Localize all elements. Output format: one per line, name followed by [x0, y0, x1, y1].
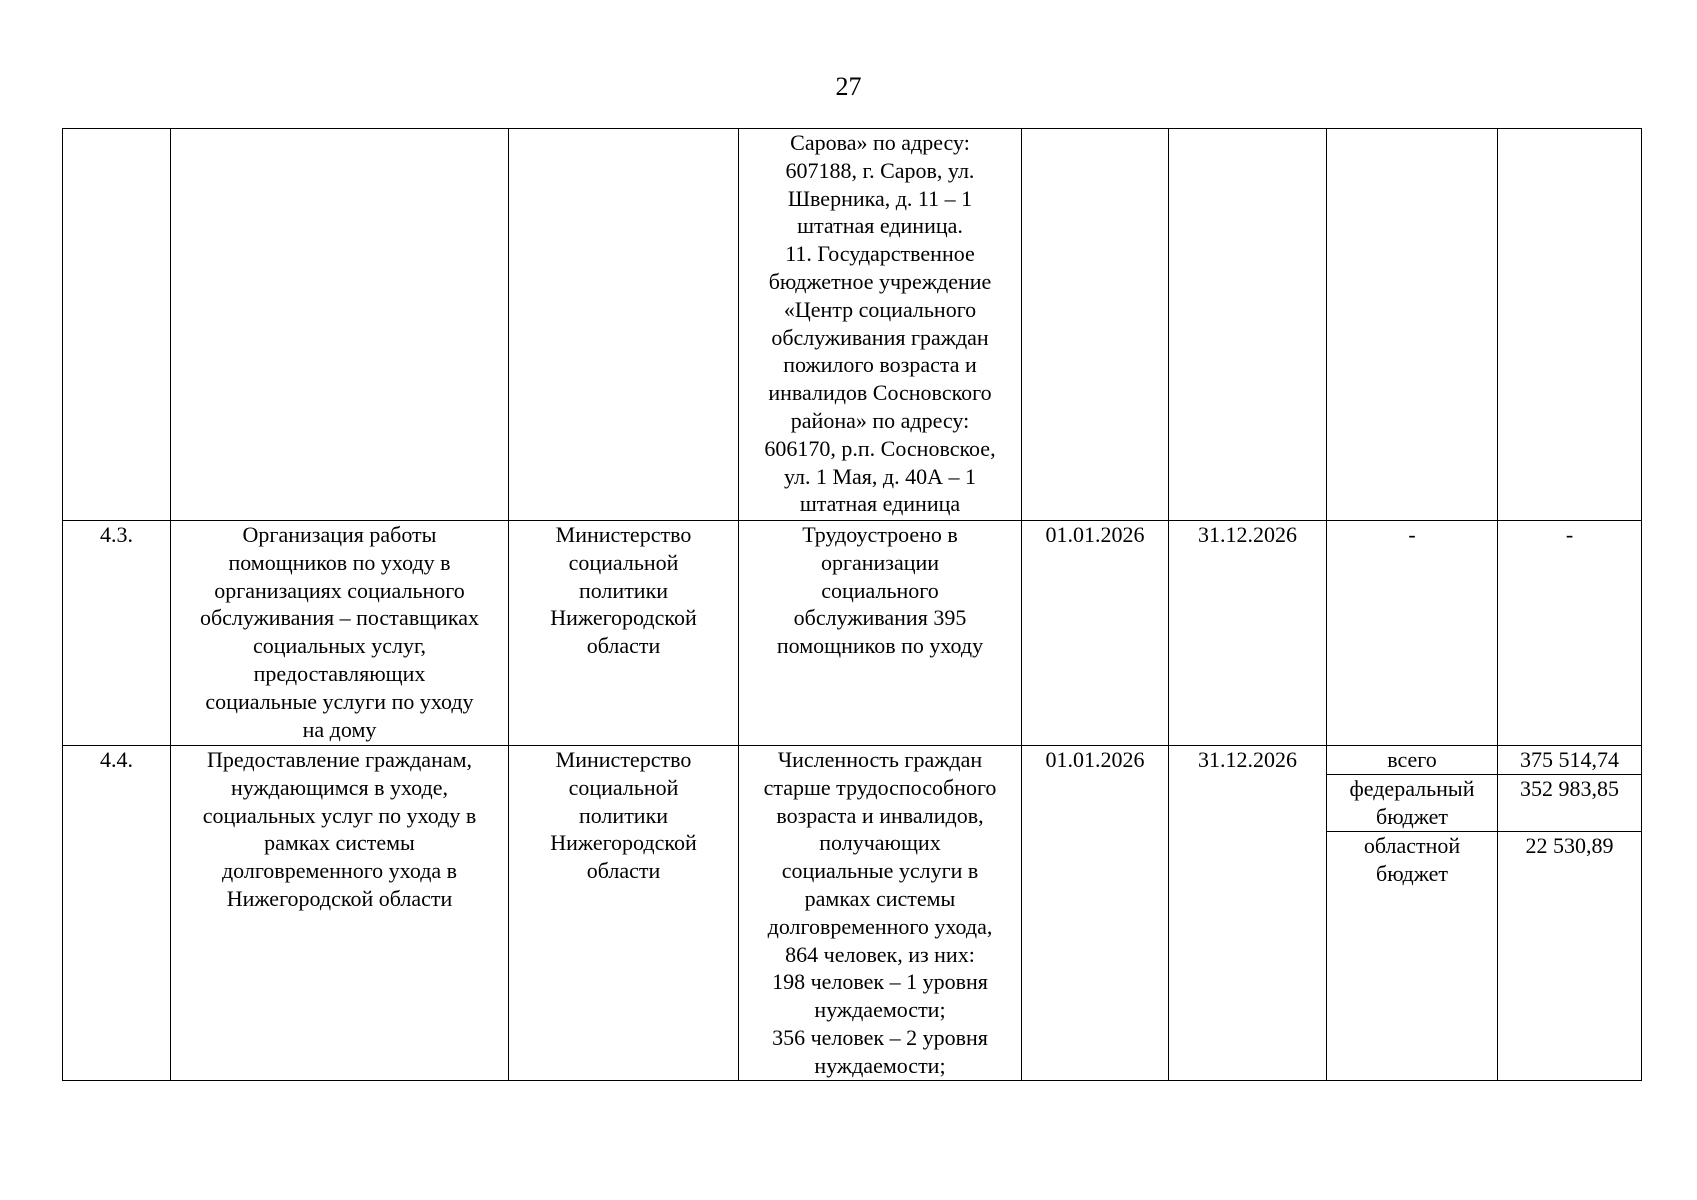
table-row: [63, 746, 1642, 1081]
funding-amount-regional: 22 530,89: [1525, 833, 1614, 858]
measures-table: [62, 128, 1642, 1081]
result-cell: Трудоустроено в организации социального обслуживания 395 помощников по уходу: [739, 521, 1022, 746]
end-date-cell: 31.12.2026: [1169, 746, 1327, 1081]
end-date-cell: 31.12.2026: [1169, 521, 1327, 746]
measure-name-cell: [171, 129, 509, 521]
end-date-cell: [1169, 129, 1327, 521]
table-row: [63, 521, 1642, 746]
result-cell: Численность граждан старше трудоспособного возраста и инвалидов, получающих социальные услуги в рамках системы долговременного ухода, 864 человек, из них: 198 человек – 1 уровня нуждаемости; 356 человек – 2 уровня нуждаемости;: [739, 746, 1022, 1081]
funding-amount-federal: 352 983,85: [1498, 775, 1641, 832]
measure-name-cell: Предоставление гражданам, нуждающимся в уходе, социальных услуг по уходу в рамках системы долговременного ухода в Нижегородской области: [171, 746, 509, 1081]
funding-source-cell: [1327, 746, 1498, 1081]
funding-source-total: всего: [1327, 746, 1497, 775]
start-date-cell: 01.01.2026: [1022, 746, 1169, 1081]
funding-source-federal: федеральный бюджет: [1327, 775, 1497, 832]
measure-name-cell: Организация работы помощников по уходу в организациях социального обслуживания – поставщиках социальных услуг, предоставляющих социальные услуги по уходу на дому: [171, 521, 509, 746]
executor-cell: [509, 129, 739, 521]
funding-amount-total: 375 514,74: [1498, 746, 1641, 775]
executor-cell: Министерство социальной политики Нижегородской области: [509, 746, 739, 1081]
funding-source-cell: [1327, 129, 1498, 521]
table-row: [63, 129, 1642, 521]
row-number-cell: 4.3.: [63, 521, 171, 746]
funding-source-cell: -: [1327, 521, 1498, 746]
row-number-cell: [63, 129, 171, 521]
funding-amount-cell: [1498, 129, 1642, 521]
funding-source-regional: областной бюджет: [1363, 833, 1461, 886]
start-date-cell: 01.01.2026: [1022, 521, 1169, 746]
row-number-cell: 4.4.: [63, 746, 171, 1081]
start-date-cell: [1022, 129, 1169, 521]
executor-cell: Министерство социальной политики Нижегородской области: [509, 521, 739, 746]
funding-amount-cell: -: [1498, 521, 1642, 746]
page-number: 27: [835, 72, 862, 101]
funding-amount-cell: [1498, 746, 1642, 1081]
result-cell: Сарова» по адресу: 607188, г. Саров, ул. Шверника, д. 11 – 1 штатная единица. 11. Государственное бюджетное учреждение «Центр социального обслуживания граждан пожилого возраста и инвалидов Сосновского района» по адресу: 606170, р.п. Сосновское, ул. 1 Мая, д. 40А – 1 штатная единица: [739, 129, 1022, 521]
